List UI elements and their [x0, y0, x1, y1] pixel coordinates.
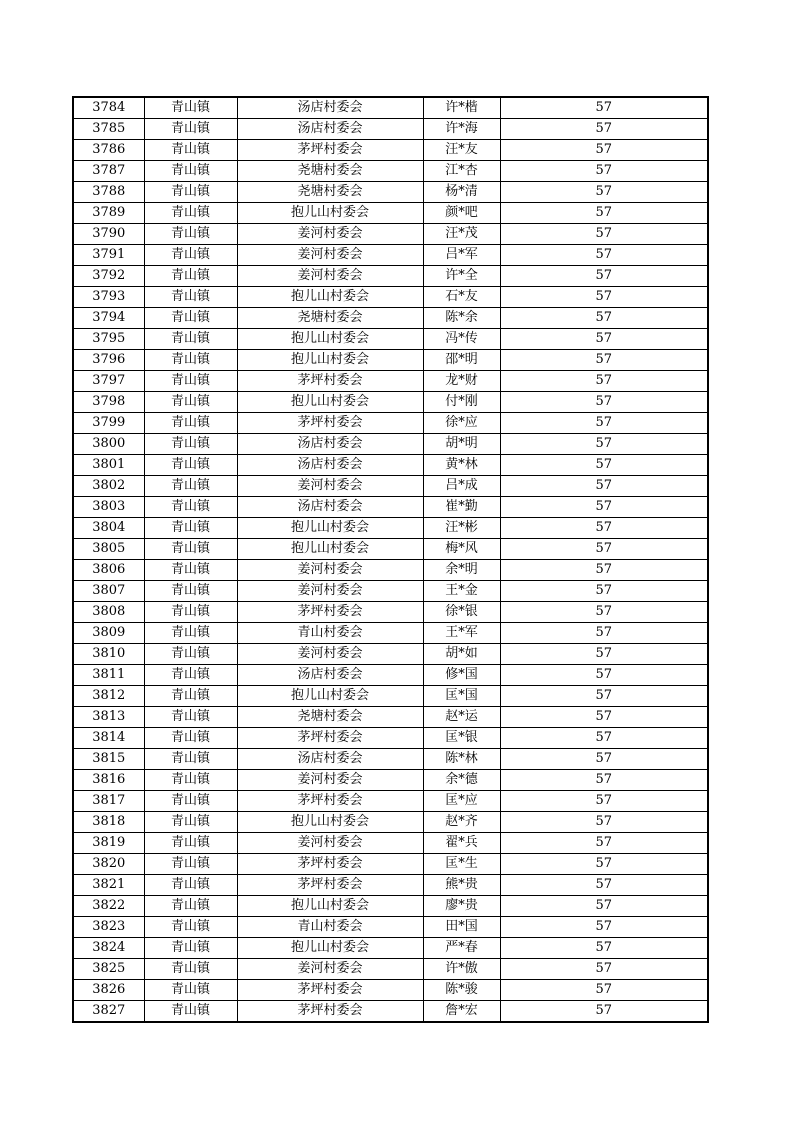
town-cell: 青山镇 [144, 812, 237, 833]
serial-number-cell: 3820 [73, 854, 144, 875]
amount-cell: 57 [500, 182, 708, 203]
amount-cell: 57 [500, 203, 708, 224]
amount-cell: 57 [500, 623, 708, 644]
amount-cell: 57 [500, 938, 708, 959]
town-cell: 青山镇 [144, 140, 237, 161]
village-committee-cell: 抱儿山村委会 [237, 938, 423, 959]
name-cell: 陈*余 [423, 308, 500, 329]
town-cell: 青山镇 [144, 833, 237, 854]
table-row [73, 980, 708, 1001]
village-committee-cell: 抱儿山村委会 [237, 686, 423, 707]
amount-cell: 57 [500, 791, 708, 812]
town-cell: 青山镇 [144, 329, 237, 350]
serial-number-cell: 3813 [73, 707, 144, 728]
amount-cell: 57 [500, 266, 708, 287]
amount-cell: 57 [500, 97, 708, 119]
village-committee-cell: 抱儿山村委会 [237, 812, 423, 833]
table-row [73, 959, 708, 980]
serial-number-cell: 3791 [73, 245, 144, 266]
table-row [73, 266, 708, 287]
town-cell: 青山镇 [144, 539, 237, 560]
serial-number-cell: 3803 [73, 497, 144, 518]
name-cell: 匡*国 [423, 686, 500, 707]
serial-number-cell: 3814 [73, 728, 144, 749]
town-cell: 青山镇 [144, 203, 237, 224]
amount-cell: 57 [500, 1001, 708, 1023]
amount-cell: 57 [500, 308, 708, 329]
name-cell: 熊*贵 [423, 875, 500, 896]
village-committee-cell: 茅坪村委会 [237, 791, 423, 812]
name-cell: 龙*财 [423, 371, 500, 392]
serial-number-cell: 3806 [73, 560, 144, 581]
serial-number-cell: 3821 [73, 875, 144, 896]
amount-cell: 57 [500, 896, 708, 917]
town-cell: 青山镇 [144, 959, 237, 980]
town-cell: 青山镇 [144, 224, 237, 245]
amount-cell: 57 [500, 560, 708, 581]
table-row [73, 371, 708, 392]
serial-number-cell: 3788 [73, 182, 144, 203]
town-cell: 青山镇 [144, 97, 237, 119]
village-committee-cell: 姜河村委会 [237, 770, 423, 791]
amount-cell: 57 [500, 413, 708, 434]
amount-cell: 57 [500, 728, 708, 749]
serial-number-cell: 3822 [73, 896, 144, 917]
table-row [73, 770, 708, 791]
amount-cell: 57 [500, 371, 708, 392]
town-cell: 青山镇 [144, 119, 237, 140]
name-cell: 徐*银 [423, 602, 500, 623]
town-cell: 青山镇 [144, 665, 237, 686]
name-cell: 胡*明 [423, 434, 500, 455]
amount-cell: 57 [500, 854, 708, 875]
town-cell: 青山镇 [144, 518, 237, 539]
amount-cell: 57 [500, 224, 708, 245]
table-row [73, 686, 708, 707]
table-row [73, 665, 708, 686]
name-cell: 颜*吧 [423, 203, 500, 224]
serial-number-cell: 3802 [73, 476, 144, 497]
table-row [73, 875, 708, 896]
village-committee-cell: 汤店村委会 [237, 97, 423, 119]
name-cell: 胡*如 [423, 644, 500, 665]
serial-number-cell: 3816 [73, 770, 144, 791]
serial-number-cell: 3787 [73, 161, 144, 182]
amount-cell: 57 [500, 644, 708, 665]
table-row [73, 140, 708, 161]
name-cell: 许*全 [423, 266, 500, 287]
table-row [73, 455, 708, 476]
village-committee-cell: 姜河村委会 [237, 644, 423, 665]
amount-cell: 57 [500, 245, 708, 266]
table-row [73, 539, 708, 560]
village-committee-cell: 抱儿山村委会 [237, 518, 423, 539]
serial-number-cell: 3825 [73, 959, 144, 980]
name-cell: 廖*贵 [423, 896, 500, 917]
amount-cell: 57 [500, 476, 708, 497]
table-row [73, 938, 708, 959]
name-cell: 詹*宏 [423, 1001, 500, 1023]
table-row [73, 707, 708, 728]
town-cell: 青山镇 [144, 728, 237, 749]
table-row [73, 161, 708, 182]
serial-number-cell: 3819 [73, 833, 144, 854]
serial-number-cell: 3809 [73, 623, 144, 644]
village-committee-cell: 汤店村委会 [237, 119, 423, 140]
town-cell: 青山镇 [144, 686, 237, 707]
name-cell: 匡*银 [423, 728, 500, 749]
village-committee-cell: 抱儿山村委会 [237, 329, 423, 350]
name-cell: 余*德 [423, 770, 500, 791]
name-cell: 汪*友 [423, 140, 500, 161]
name-cell: 严*春 [423, 938, 500, 959]
village-committee-cell: 姜河村委会 [237, 581, 423, 602]
amount-cell: 57 [500, 455, 708, 476]
village-committee-cell: 姜河村委会 [237, 560, 423, 581]
village-committee-cell: 姜河村委会 [237, 959, 423, 980]
table-row [73, 287, 708, 308]
serial-number-cell: 3812 [73, 686, 144, 707]
table-row [73, 623, 708, 644]
serial-number-cell: 3797 [73, 371, 144, 392]
town-cell: 青山镇 [144, 644, 237, 665]
name-cell: 赵*齐 [423, 812, 500, 833]
town-cell: 青山镇 [144, 875, 237, 896]
name-cell: 陈*骏 [423, 980, 500, 1001]
serial-number-cell: 3817 [73, 791, 144, 812]
amount-cell: 57 [500, 959, 708, 980]
amount-cell: 57 [500, 392, 708, 413]
table-row [73, 812, 708, 833]
village-committee-cell: 青山村委会 [237, 917, 423, 938]
amount-cell: 57 [500, 917, 708, 938]
town-cell: 青山镇 [144, 623, 237, 644]
village-committee-cell: 汤店村委会 [237, 434, 423, 455]
village-committee-cell: 茅坪村委会 [237, 728, 423, 749]
serial-number-cell: 3824 [73, 938, 144, 959]
serial-number-cell: 3823 [73, 917, 144, 938]
amount-cell: 57 [500, 686, 708, 707]
town-cell: 青山镇 [144, 581, 237, 602]
table-row [73, 413, 708, 434]
serial-number-cell: 3811 [73, 665, 144, 686]
village-committee-cell: 汤店村委会 [237, 497, 423, 518]
village-committee-cell: 抱儿山村委会 [237, 350, 423, 371]
amount-cell: 57 [500, 602, 708, 623]
town-cell: 青山镇 [144, 1001, 237, 1023]
amount-cell: 57 [500, 518, 708, 539]
serial-number-cell: 3810 [73, 644, 144, 665]
roster-table-body [73, 97, 708, 1022]
table-row [73, 203, 708, 224]
town-cell: 青山镇 [144, 854, 237, 875]
table-row [73, 329, 708, 350]
amount-cell: 57 [500, 812, 708, 833]
village-committee-cell: 茅坪村委会 [237, 140, 423, 161]
serial-number-cell: 3792 [73, 266, 144, 287]
town-cell: 青山镇 [144, 707, 237, 728]
amount-cell: 57 [500, 119, 708, 140]
village-committee-cell: 姜河村委会 [237, 224, 423, 245]
serial-number-cell: 3789 [73, 203, 144, 224]
village-committee-cell: 尧塘村委会 [237, 182, 423, 203]
table-row [73, 581, 708, 602]
town-cell: 青山镇 [144, 413, 237, 434]
serial-number-cell: 3793 [73, 287, 144, 308]
table-row [73, 518, 708, 539]
town-cell: 青山镇 [144, 917, 237, 938]
village-committee-cell: 姜河村委会 [237, 266, 423, 287]
village-committee-cell: 茅坪村委会 [237, 413, 423, 434]
village-committee-cell: 抱儿山村委会 [237, 896, 423, 917]
serial-number-cell: 3786 [73, 140, 144, 161]
amount-cell: 57 [500, 770, 708, 791]
table-row [73, 497, 708, 518]
village-committee-cell: 汤店村委会 [237, 455, 423, 476]
table-row [73, 728, 708, 749]
name-cell: 邵*明 [423, 350, 500, 371]
table-row [73, 791, 708, 812]
town-cell: 青山镇 [144, 182, 237, 203]
name-cell: 崔*勤 [423, 497, 500, 518]
amount-cell: 57 [500, 980, 708, 1001]
town-cell: 青山镇 [144, 434, 237, 455]
village-committee-cell: 姜河村委会 [237, 833, 423, 854]
roster-table [72, 96, 709, 1023]
name-cell: 田*国 [423, 917, 500, 938]
table-row [73, 602, 708, 623]
village-committee-cell: 抱儿山村委会 [237, 392, 423, 413]
table-row [73, 245, 708, 266]
serial-number-cell: 3808 [73, 602, 144, 623]
village-committee-cell: 茅坪村委会 [237, 854, 423, 875]
village-committee-cell: 汤店村委会 [237, 665, 423, 686]
name-cell: 汪*彬 [423, 518, 500, 539]
table-row [73, 350, 708, 371]
serial-number-cell: 3800 [73, 434, 144, 455]
amount-cell: 57 [500, 329, 708, 350]
name-cell: 匡*生 [423, 854, 500, 875]
table-row [73, 119, 708, 140]
table-row [73, 97, 708, 119]
table-row [73, 833, 708, 854]
amount-cell: 57 [500, 287, 708, 308]
table-row [73, 476, 708, 497]
name-cell: 陈*林 [423, 749, 500, 770]
town-cell: 青山镇 [144, 455, 237, 476]
name-cell: 冯*传 [423, 329, 500, 350]
name-cell: 黄*林 [423, 455, 500, 476]
serial-number-cell: 3815 [73, 749, 144, 770]
serial-number-cell: 3799 [73, 413, 144, 434]
serial-number-cell: 3798 [73, 392, 144, 413]
town-cell: 青山镇 [144, 791, 237, 812]
serial-number-cell: 3795 [73, 329, 144, 350]
serial-number-cell: 3827 [73, 1001, 144, 1023]
serial-number-cell: 3784 [73, 97, 144, 119]
village-committee-cell: 茅坪村委会 [237, 602, 423, 623]
table-row [73, 854, 708, 875]
town-cell: 青山镇 [144, 371, 237, 392]
amount-cell: 57 [500, 707, 708, 728]
town-cell: 青山镇 [144, 938, 237, 959]
village-committee-cell: 抱儿山村委会 [237, 539, 423, 560]
name-cell: 吕*军 [423, 245, 500, 266]
village-committee-cell: 尧塘村委会 [237, 161, 423, 182]
amount-cell: 57 [500, 539, 708, 560]
village-committee-cell: 茅坪村委会 [237, 371, 423, 392]
table-row [73, 224, 708, 245]
village-committee-cell: 茅坪村委会 [237, 1001, 423, 1023]
town-cell: 青山镇 [144, 161, 237, 182]
amount-cell: 57 [500, 581, 708, 602]
name-cell: 匡*应 [423, 791, 500, 812]
town-cell: 青山镇 [144, 350, 237, 371]
town-cell: 青山镇 [144, 245, 237, 266]
table-row [73, 560, 708, 581]
name-cell: 江*杏 [423, 161, 500, 182]
name-cell: 梅*风 [423, 539, 500, 560]
name-cell: 王*金 [423, 581, 500, 602]
town-cell: 青山镇 [144, 896, 237, 917]
name-cell: 付*刚 [423, 392, 500, 413]
name-cell: 许*海 [423, 119, 500, 140]
village-committee-cell: 抱儿山村委会 [237, 287, 423, 308]
amount-cell: 57 [500, 140, 708, 161]
town-cell: 青山镇 [144, 392, 237, 413]
table-row [73, 644, 708, 665]
amount-cell: 57 [500, 161, 708, 182]
amount-cell: 57 [500, 434, 708, 455]
town-cell: 青山镇 [144, 308, 237, 329]
village-committee-cell: 茅坪村委会 [237, 875, 423, 896]
town-cell: 青山镇 [144, 980, 237, 1001]
name-cell: 赵*运 [423, 707, 500, 728]
name-cell: 余*明 [423, 560, 500, 581]
amount-cell: 57 [500, 875, 708, 896]
village-committee-cell: 姜河村委会 [237, 476, 423, 497]
table-row [73, 182, 708, 203]
village-committee-cell: 抱儿山村委会 [237, 203, 423, 224]
village-committee-cell: 尧塘村委会 [237, 707, 423, 728]
village-committee-cell: 汤店村委会 [237, 749, 423, 770]
town-cell: 青山镇 [144, 602, 237, 623]
table-row [73, 749, 708, 770]
amount-cell: 57 [500, 497, 708, 518]
town-cell: 青山镇 [144, 560, 237, 581]
serial-number-cell: 3801 [73, 455, 144, 476]
amount-cell: 57 [500, 833, 708, 854]
table-row [73, 896, 708, 917]
town-cell: 青山镇 [144, 287, 237, 308]
serial-number-cell: 3794 [73, 308, 144, 329]
table-row [73, 1001, 708, 1023]
village-committee-cell: 尧塘村委会 [237, 308, 423, 329]
name-cell: 翟*兵 [423, 833, 500, 854]
serial-number-cell: 3785 [73, 119, 144, 140]
name-cell: 王*军 [423, 623, 500, 644]
table-row [73, 392, 708, 413]
serial-number-cell: 3807 [73, 581, 144, 602]
amount-cell: 57 [500, 350, 708, 371]
town-cell: 青山镇 [144, 266, 237, 287]
name-cell: 吕*成 [423, 476, 500, 497]
town-cell: 青山镇 [144, 497, 237, 518]
village-committee-cell: 姜河村委会 [237, 245, 423, 266]
town-cell: 青山镇 [144, 476, 237, 497]
town-cell: 青山镇 [144, 770, 237, 791]
town-cell: 青山镇 [144, 749, 237, 770]
serial-number-cell: 3818 [73, 812, 144, 833]
serial-number-cell: 3805 [73, 539, 144, 560]
serial-number-cell: 3826 [73, 980, 144, 1001]
name-cell: 许*楷 [423, 97, 500, 119]
amount-cell: 57 [500, 665, 708, 686]
table-row [73, 434, 708, 455]
village-committee-cell: 茅坪村委会 [237, 980, 423, 1001]
table-row [73, 917, 708, 938]
name-cell: 石*友 [423, 287, 500, 308]
table-row [73, 308, 708, 329]
village-committee-cell: 青山村委会 [237, 623, 423, 644]
amount-cell: 57 [500, 749, 708, 770]
serial-number-cell: 3790 [73, 224, 144, 245]
name-cell: 杨*清 [423, 182, 500, 203]
name-cell: 许*傲 [423, 959, 500, 980]
name-cell: 修*国 [423, 665, 500, 686]
name-cell: 徐*应 [423, 413, 500, 434]
name-cell: 汪*茂 [423, 224, 500, 245]
serial-number-cell: 3804 [73, 518, 144, 539]
serial-number-cell: 3796 [73, 350, 144, 371]
